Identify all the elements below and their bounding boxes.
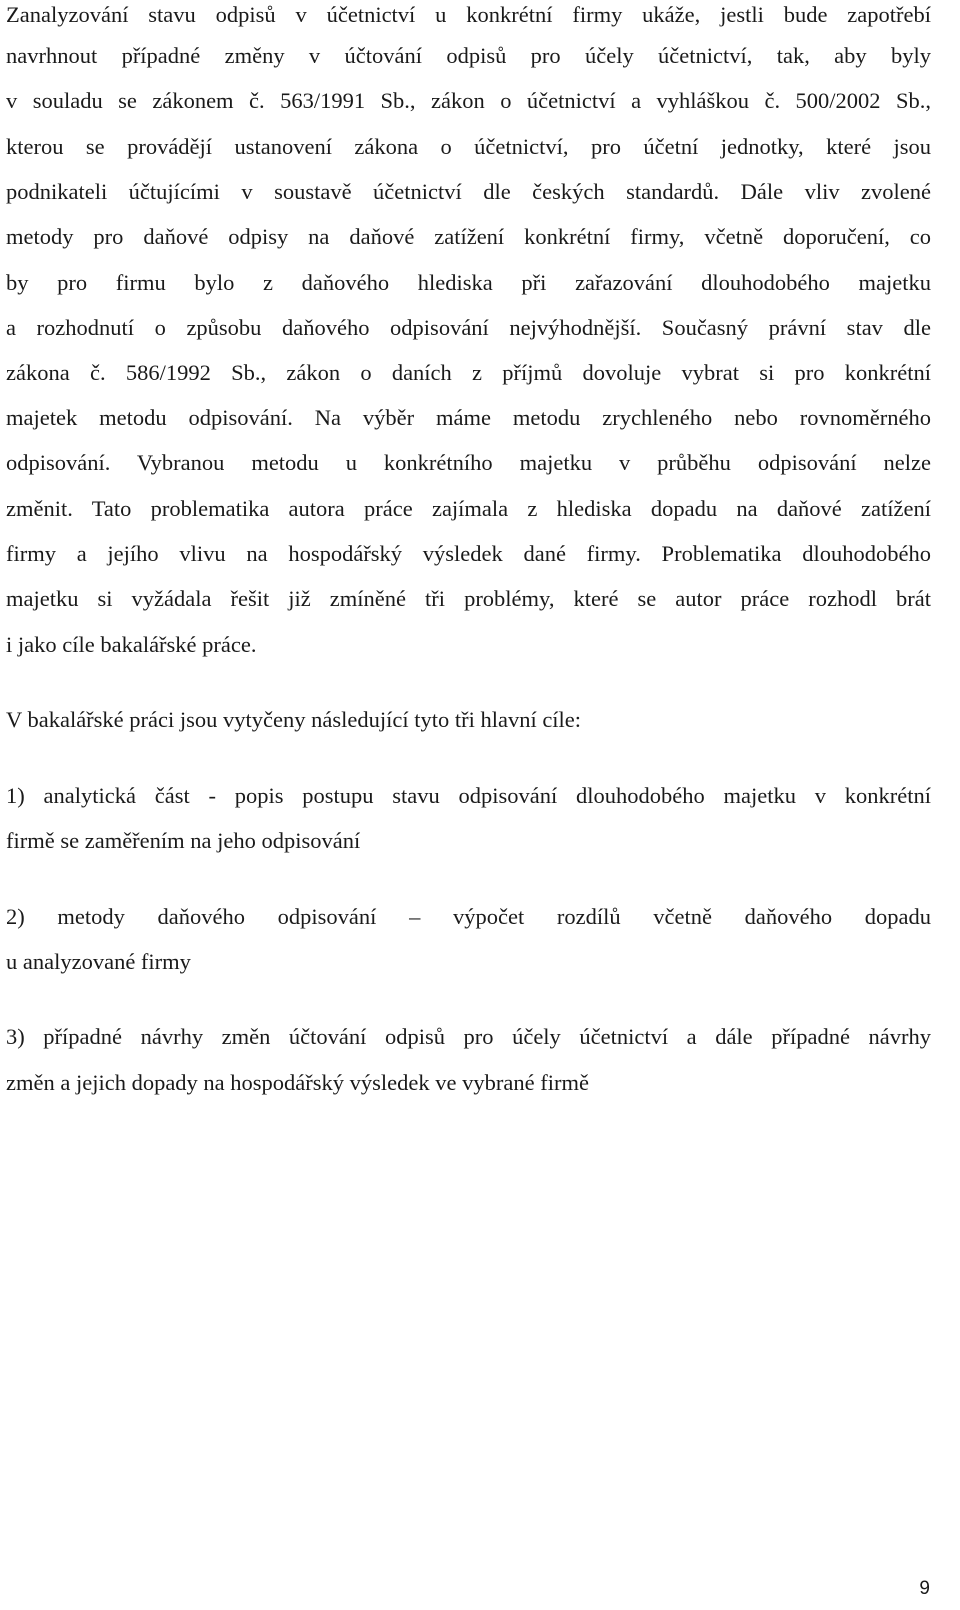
text-line: změnit. Tato problematika autora práce zajímala z hlediska dopadu na daňové zatížení <box>6 496 931 521</box>
goal-line: 2) metody daňového odpisování – výpočet rozdílů včetně daňového dopadu <box>6 904 931 929</box>
text-line: by pro firmu bylo z daňového hlediska při zařazování dlouhodobého majetku <box>6 270 931 295</box>
text-line: majetek metodu odpisování. Na výběr máme metodu zrychleného nebo rovnoměrného <box>6 405 931 430</box>
goal-line: 1) analytická část - popis postupu stavu odpisování dlouhodobého majetku v konkrétní <box>6 783 931 808</box>
text-line: odpisování. Vybranou metodu u konkrétního majetku v průběhu odpisování nelze <box>6 450 931 475</box>
text-line: metody pro daňové odpisy na daňové zatížení konkrétní firmy, včetně doporučení, co <box>6 224 931 249</box>
text-line: Zanalyzování stavu odpisů v účetnictví u konkrétní firmy ukáže, jestli bude zapotřebí <box>6 2 931 27</box>
page-number: 9 <box>919 1578 930 1599</box>
text-line: i jako cíle bakalářské práce. <box>6 632 257 657</box>
goal-line: 3) případné návrhy změn účtování odpisů pro účely účetnictví a dále případné návrhy <box>6 1024 931 1049</box>
text-line: zákona č. 586/1992 Sb., zákon o daních z příjmů dovoluje vybrat si pro konkrétní <box>6 360 931 385</box>
text-line: a rozhodnutí o způsobu daňového odpisování nejvýhodnější. Současný právní stav dle <box>6 315 931 340</box>
goal-line: firmě se zaměřením na jeho odpisování <box>6 828 361 853</box>
goals-intro: V bakalářské práci jsou vytyčeny následující tyto tři hlavní cíle: <box>6 707 582 732</box>
text-line: podnikateli účtujícími v soustavě účetnictví dle českých standardů. Dále vliv zvolené <box>6 179 931 204</box>
text-line: navrhnout případné změny v účtování odpisů pro účely účetnictví, tak, aby byly <box>6 43 931 68</box>
text-line: majetku si vyžádala řešit již zmíněné tři problémy, které se autor práce rozhodl brát <box>6 586 931 611</box>
text-line: firmy a jejího vlivu na hospodářský výsledek dané firmy. Problematika dlouhodobého <box>6 541 931 566</box>
goal-line: změn a jejich dopady na hospodářský výsledek ve vybrané firmě <box>6 1070 589 1095</box>
text-line: v souladu se zákonem č. 563/1991 Sb., zákon o účetnictví a vyhláškou č. 500/2002 Sb., <box>6 88 931 113</box>
goal-line: u analyzované firmy <box>6 949 191 974</box>
text-line: kterou se provádějí ustanovení zákona o účetnictví, pro účetní jednotky, které jsou <box>6 134 931 159</box>
